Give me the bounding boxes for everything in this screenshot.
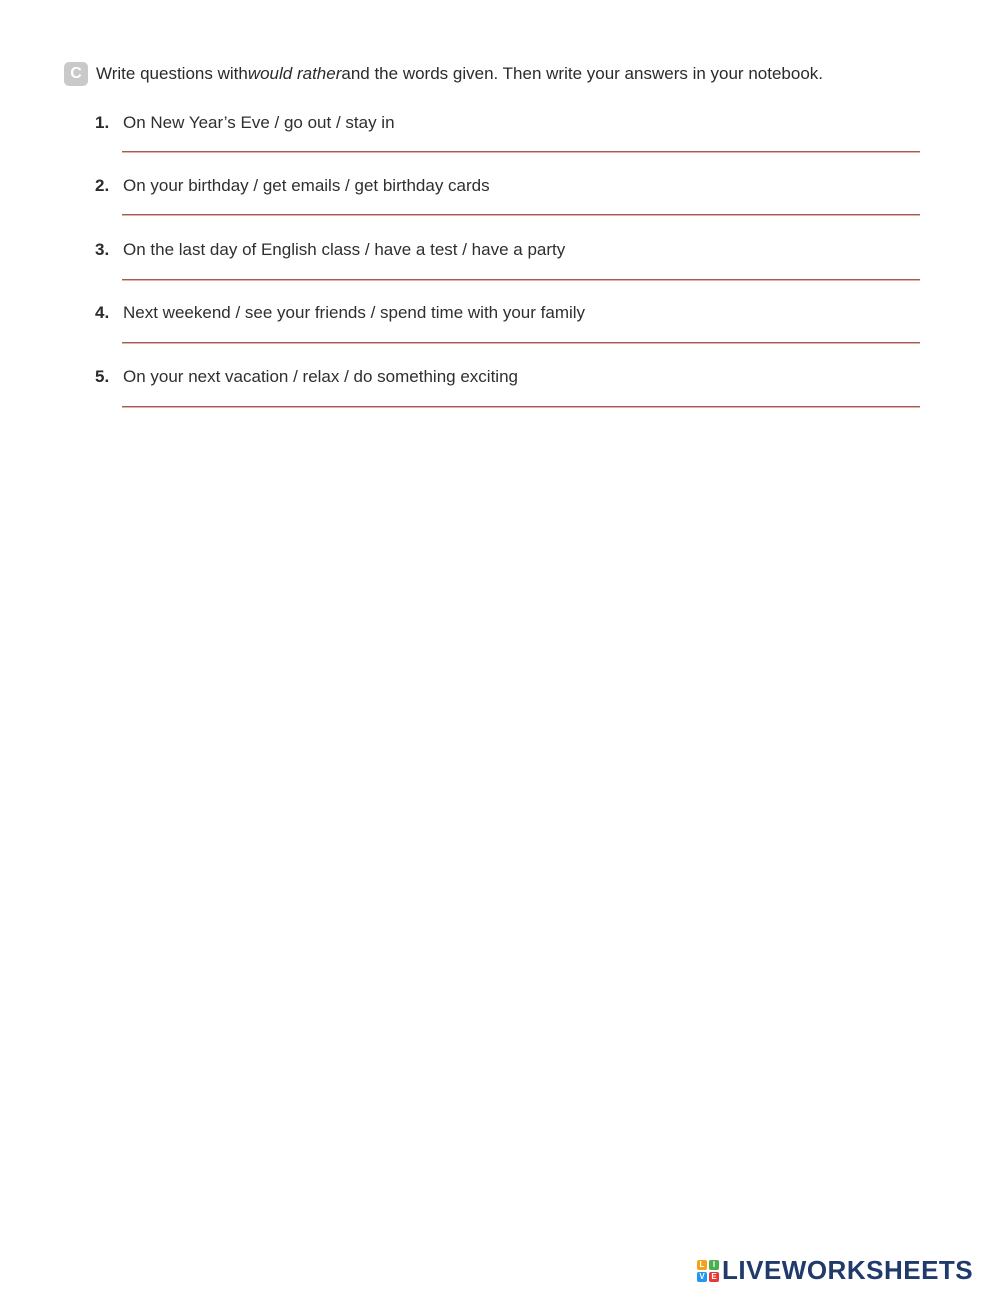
question-number: 4. — [95, 303, 110, 322]
question-prompt: On your next vacation / relax / do something exciting — [123, 367, 518, 386]
question-item-4 — [95, 303, 920, 363]
question-item-3 — [95, 240, 920, 300]
question-prompt: Next weekend / see your friends / spend time with your family — [123, 303, 586, 322]
question-number: 5. — [95, 367, 110, 386]
liveworksheets-logo — [697, 1255, 973, 1286]
question-item-5 — [95, 367, 920, 427]
logo-mark-letter: E — [709, 1272, 719, 1282]
instruction-text-before: Write questions with — [96, 64, 248, 83]
question-prompt: On the last day of English class / have a test / have a party — [123, 240, 566, 259]
answer-line[interactable] — [122, 279, 920, 281]
answer-line[interactable] — [122, 406, 920, 408]
exercise-instruction — [64, 62, 823, 86]
question-prompt: On New Year’s Eve / go out / stay in — [123, 113, 395, 132]
answer-line[interactable] — [122, 151, 920, 153]
question-item-1 — [95, 113, 920, 173]
logo-text: LIVEWORKSHEETS — [722, 1255, 974, 1285]
question-number: 3. — [95, 240, 110, 259]
question-item-2 — [95, 176, 920, 236]
instruction-text-after: and the words given. Then write your answers in your notebook. — [341, 64, 823, 83]
instruction-text-emphasis: would rather — [247, 64, 342, 83]
question-number: 2. — [95, 176, 110, 195]
question-prompt: On your birthday / get emails / get birthday cards — [123, 176, 490, 195]
logo-mark-letter: L — [697, 1260, 707, 1270]
logo-mark-letter: I — [709, 1260, 719, 1270]
liveworksheets-logo-icon — [697, 1260, 719, 1282]
section-badge: C — [64, 62, 88, 86]
logo-mark-letter: V — [697, 1272, 707, 1282]
question-number: 1. — [95, 113, 110, 132]
answer-line[interactable] — [122, 342, 920, 344]
answer-line[interactable] — [122, 214, 920, 216]
